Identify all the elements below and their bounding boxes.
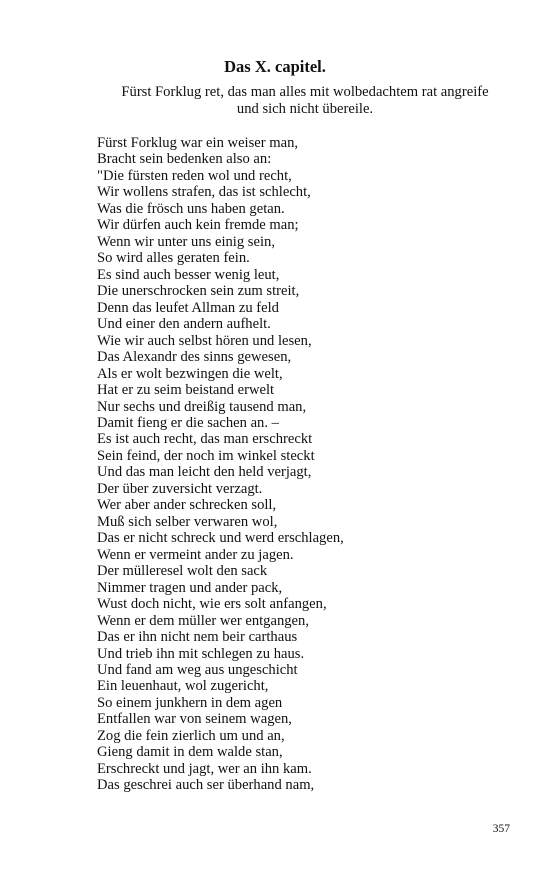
chapter-title: Das X. capitel.: [224, 57, 326, 76]
poem-line: Bracht sein bedenken also an:: [97, 151, 272, 168]
poem-line: Wenn er dem müller wer entgangen,: [97, 612, 309, 629]
poem-line: Die unerschrocken sein zum streit,: [97, 283, 300, 300]
poem-line: Und trieb ihn mit schlegen zu haus.: [97, 645, 305, 662]
poem-line: Damit fieng er die sachen an. –: [97, 414, 279, 431]
poem-line: Wir wollens strafen, das ist schlecht,: [97, 184, 311, 201]
poem-line: Nur sechs und dreißig tausend man,: [97, 398, 307, 415]
poem-line: Es sind auch besser wenig leut,: [97, 266, 280, 283]
poem-line: Der über zuversicht verzagt.: [97, 480, 263, 497]
poem-line: Wie wir auch selbst hören und lesen,: [97, 332, 312, 349]
poem-line: Gieng damit in dem walde stan,: [97, 744, 283, 761]
poem-line: Entfallen war von seinem wagen,: [97, 711, 292, 728]
poem-line: Das Alexandr des sinns gewesen,: [97, 349, 292, 366]
poem-text: [97, 135, 517, 794]
poem-line: Und fand am weg aus ungeschicht: [97, 662, 298, 678]
poem-line: Wust doch nicht, wie ers solt anfangen,: [97, 596, 327, 613]
poem-line: Das geschrei auch ser überhand nam,: [97, 777, 315, 794]
poem-line: Wir dürfen auch kein fremde man;: [97, 217, 299, 234]
poem-line: So wird alles geraten fein.: [97, 250, 250, 267]
poem-line: Hat er zu seim beistand erwelt: [97, 382, 275, 399]
chapter-summary-line: und sich nicht übereile.: [236, 101, 374, 117]
chapter-summary: [95, 84, 515, 118]
poem-line: Denn das leufet Allman zu feld: [97, 299, 279, 316]
poem-line: Muß sich selber verwaren wol,: [97, 513, 278, 530]
poem-line: So einem junkhern in dem agen: [97, 694, 283, 711]
poem-line: Erschreckt und jagt, wer an ihn kam.: [97, 760, 312, 777]
poem-line: Wer aber ander schrecken soll,: [97, 497, 277, 514]
chapter-summary-line: Fürst Forklug ret, das man alles mit wolbedachtem rat angreife: [121, 84, 489, 100]
poem-line: Nimmer tragen und ander pack,: [97, 579, 283, 596]
poem-line: Was die frösch uns haben getan.: [97, 200, 285, 217]
poem-line: Es ist auch recht, das man erschreckt: [97, 431, 313, 448]
poem-line: Zog die fein zierlich um und an,: [97, 727, 285, 744]
poem-line: Ein leuenhaut, wol zugericht,: [97, 678, 269, 695]
page-number: 357: [492, 823, 510, 835]
poem-line: Das er ihn nicht nem beir carthaus: [97, 629, 298, 646]
poem-line: Wenn wir unter uns einig sein,: [97, 233, 275, 250]
poem-line: Wenn er vermeint ander zu jagen.: [97, 546, 294, 563]
poem-line: Und das man leicht den held verjagt,: [97, 464, 312, 481]
poem-line: Fürst Forklug war ein weiser man,: [97, 135, 299, 151]
poem-line: Das er nicht schreck und werd erschlagen,: [97, 530, 344, 547]
poem-line: "Die fürsten reden wol und recht,: [97, 167, 292, 184]
poem-line: Der mülleresel wolt den sack: [97, 563, 268, 580]
poem-line: Sein feind, der noch im winkel steckt: [97, 447, 315, 464]
poem-line: Und einer den andern aufhelt.: [97, 316, 271, 333]
poem-line: Als er wolt bezwingen die welt,: [97, 365, 283, 382]
